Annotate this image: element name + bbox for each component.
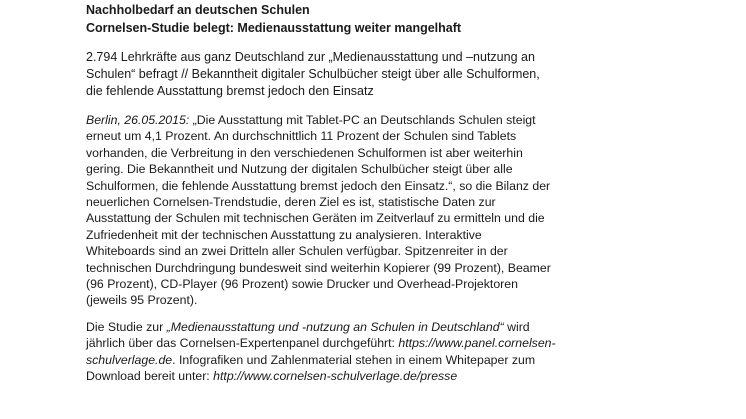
panel-link-continued[interactable]: schulverlage.de	[86, 352, 173, 367]
body-line-first	[86, 112, 586, 128]
body-line: vorhanden, die Verbreitung in den verschiedenen Schulformen ist aber weiterhin	[86, 145, 523, 160]
lead-line: 2.794 Lehrkräfte aus ganz Deutschland zur „Medienausstattung und –nutzung an	[86, 50, 535, 64]
body-line: erneut um 4,1 Prozent. An durchschnittlich 11 Prozent der Schulen sind Tablets	[86, 129, 517, 144]
body-line: (jeweils 95 Prozent).	[86, 293, 198, 308]
press-release	[86, 1, 586, 385]
lead-line: Schulen“ befragt // Bekanntheit digitaler Schulbücher steigt über alle Schulformen,	[86, 67, 540, 81]
body-line: Schulformen, die fehlende Ausstattung bremst jedoch den Einsatz.“, so die Bilanz der	[86, 178, 551, 193]
study-line	[86, 368, 586, 384]
study-line	[86, 319, 586, 335]
body-line: technischen Durchdringung bundesweit sind weiterhin Kopierer (99 Prozent), Beamer	[86, 260, 551, 275]
study-title: „Medienausstattung und -nutzung an Schulen in Deutschland“	[166, 319, 504, 334]
study-after-title: wird	[503, 319, 530, 334]
study-intro: Die Studie zur	[86, 319, 167, 334]
headline-primary: Nachholbedarf an deutschen Schulen	[86, 3, 310, 17]
study-line4-text: Download bereit unter:	[86, 369, 214, 384]
panel-link[interactable]: https://www.panel.cornelsen-	[398, 336, 556, 351]
body-paragraph	[86, 112, 586, 309]
presse-link[interactable]: http://www.cornelsen-schulverlage.de/presse	[213, 369, 458, 384]
dateline: Berlin, 26.05.2015:	[86, 113, 190, 127]
headline-secondary: Cornelsen-Studie belegt: Medienausstattung weiter mangelhaft	[86, 21, 462, 35]
body-line: Zufriedenheit mit der technischen Ausstattung zu analysieren. Interaktive	[86, 227, 482, 242]
body-line: gering. Die Bekanntheit und Nutzung der digitalen Schulbücher steigt über alle	[86, 162, 513, 177]
lead-paragraph	[86, 49, 586, 100]
body-line: Ausstattung der Schulen mit technischen Geräten im Zeitverlauf zu ermitteln und die	[86, 211, 545, 226]
body-first-line-text: „Die Ausstattung mit Tablet-PC an Deutschlands Schulen steigt	[189, 113, 536, 127]
body-line: Whiteboards sind an zwei Dritteln aller Schulen verfügbar. Spitzenreiter in der	[86, 244, 508, 259]
lead-line: die fehlende Ausstattung bremst jedoch den Einsatz	[86, 84, 374, 98]
study-paragraph	[86, 319, 586, 385]
study-line	[86, 335, 586, 351]
study-line3-text: . Infografiken und Zahlenmaterial stehen in einem Whitepaper zum	[172, 352, 536, 367]
study-line2-text: jährlich über das Cornelsen-Expertenpanel durchgeführt:	[86, 336, 399, 351]
body-line: neuerlichen Cornelsen-Trendstudie, deren Ziel es ist, statistische Daten zur	[86, 195, 496, 210]
body-line: (96 Prozent), CD-Player (96 Prozent) sowie Drucker und Overhead-Projektoren	[86, 277, 518, 292]
study-line	[86, 352, 586, 368]
